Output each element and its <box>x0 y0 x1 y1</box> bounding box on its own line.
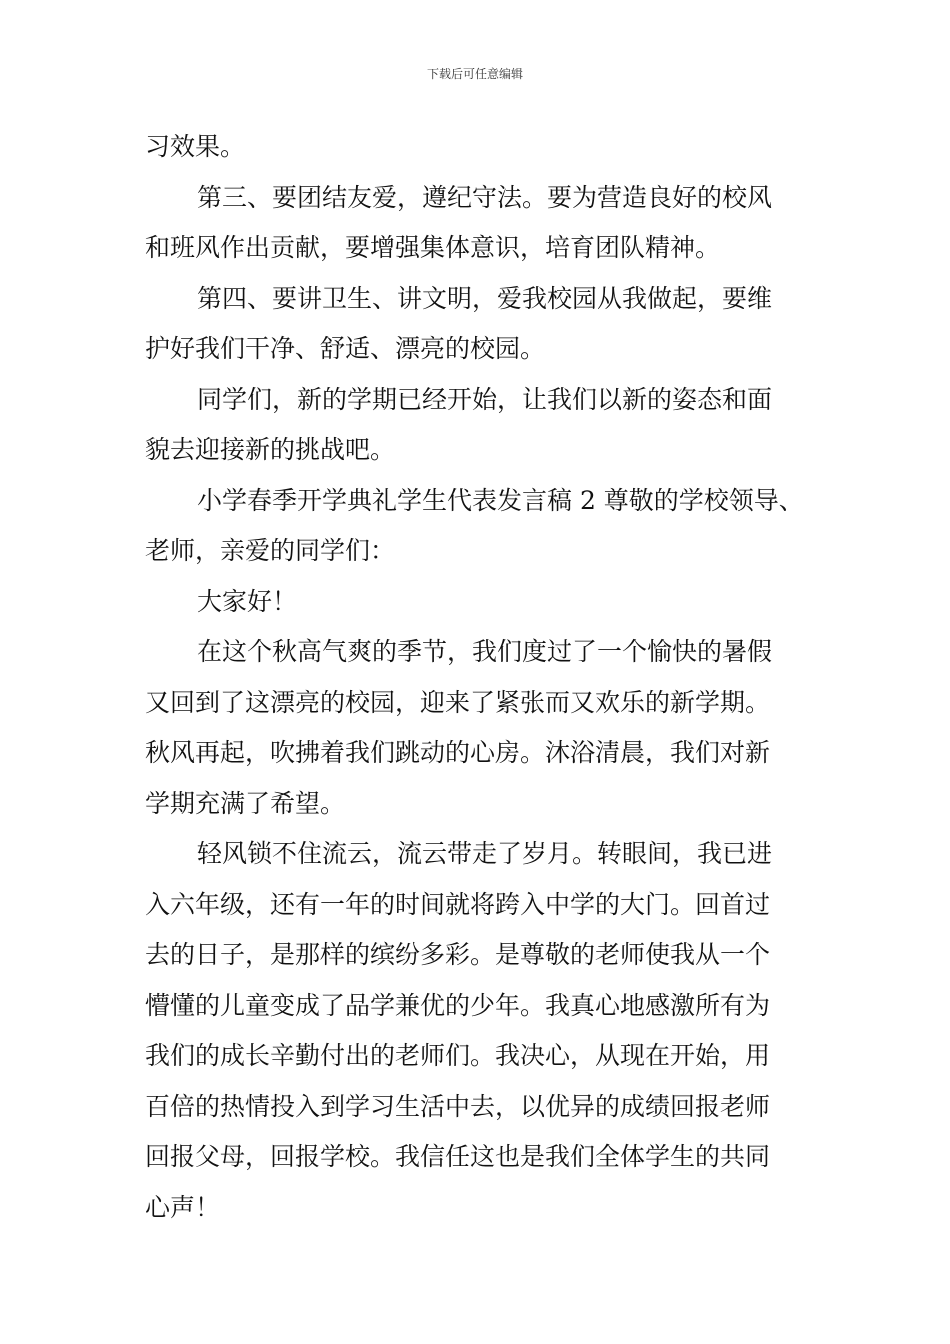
paragraph-start-line: 在这个秋高气爽的季节，我们度过了一个愉快的暑假 <box>197 637 773 666</box>
text-line: 去的日子，是那样的缤纷多彩。是尊敬的老师使我从一个 <box>145 940 771 969</box>
paragraph-start-line: 第四、要讲卫生、讲文明，爱我校园从我做起，要维 <box>197 283 773 313</box>
text-line: 护好我们干净、舒适、漂亮的校园。 <box>145 334 546 363</box>
paragraph-start-line: 小学春季开学典礼学生代表发言稿 2 尊敬的学校领导、 <box>197 485 804 515</box>
text-line: 心声！ <box>145 1192 221 1222</box>
text-line: 习效果。 <box>145 132 246 161</box>
text-line: 百倍的热情投入到学习生活中去，以优异的成绩回报老师 <box>145 1091 771 1121</box>
paragraph-start-line: 轻风锁不住流云，流云带走了岁月。转眼间，我已进 <box>197 839 773 868</box>
greeting-line: 大家好！ <box>197 586 298 616</box>
text-line: 又回到了这漂亮的校园，迎来了紧张而又欢乐的新学期。 <box>145 687 771 717</box>
text-line: 秋风再起，吹拂着我们跳动的心房。沐浴清晨，我们对新 <box>145 738 771 767</box>
text-line: 貌去迎接新的挑战吧。 <box>145 435 396 464</box>
document-body <box>145 122 809 1233</box>
text-line: 和班风作出贡献，要增强集体意识，培育团队精神。 <box>145 233 721 262</box>
text-line: 老师，亲爱的同学们： <box>145 536 396 565</box>
text-line: 回报父母，回报学校。我信任这也是我们全体学生的共同 <box>145 1142 771 1171</box>
page-header: 下载后可任意编辑 <box>426 67 523 81</box>
paragraph-start-line: 同学们，新的学期已经开始，让我们以新的姿态和面 <box>197 384 773 414</box>
text-line: 学期充满了希望。 <box>145 788 346 818</box>
text-line: 入六年级，还有一年的时间就将跨入中学的大门。回首过 <box>145 889 771 919</box>
text-line: 懵懂的儿童变成了品学兼优的少年。我真心地感激所有为 <box>145 990 771 1020</box>
text-line: 我们的成长辛勤付出的老师们。我决心，从现在开始，用 <box>145 1041 771 1070</box>
paragraph-start-line: 第三、要团结友爱，遵纪守法。要为营造良好的校风 <box>197 182 773 212</box>
